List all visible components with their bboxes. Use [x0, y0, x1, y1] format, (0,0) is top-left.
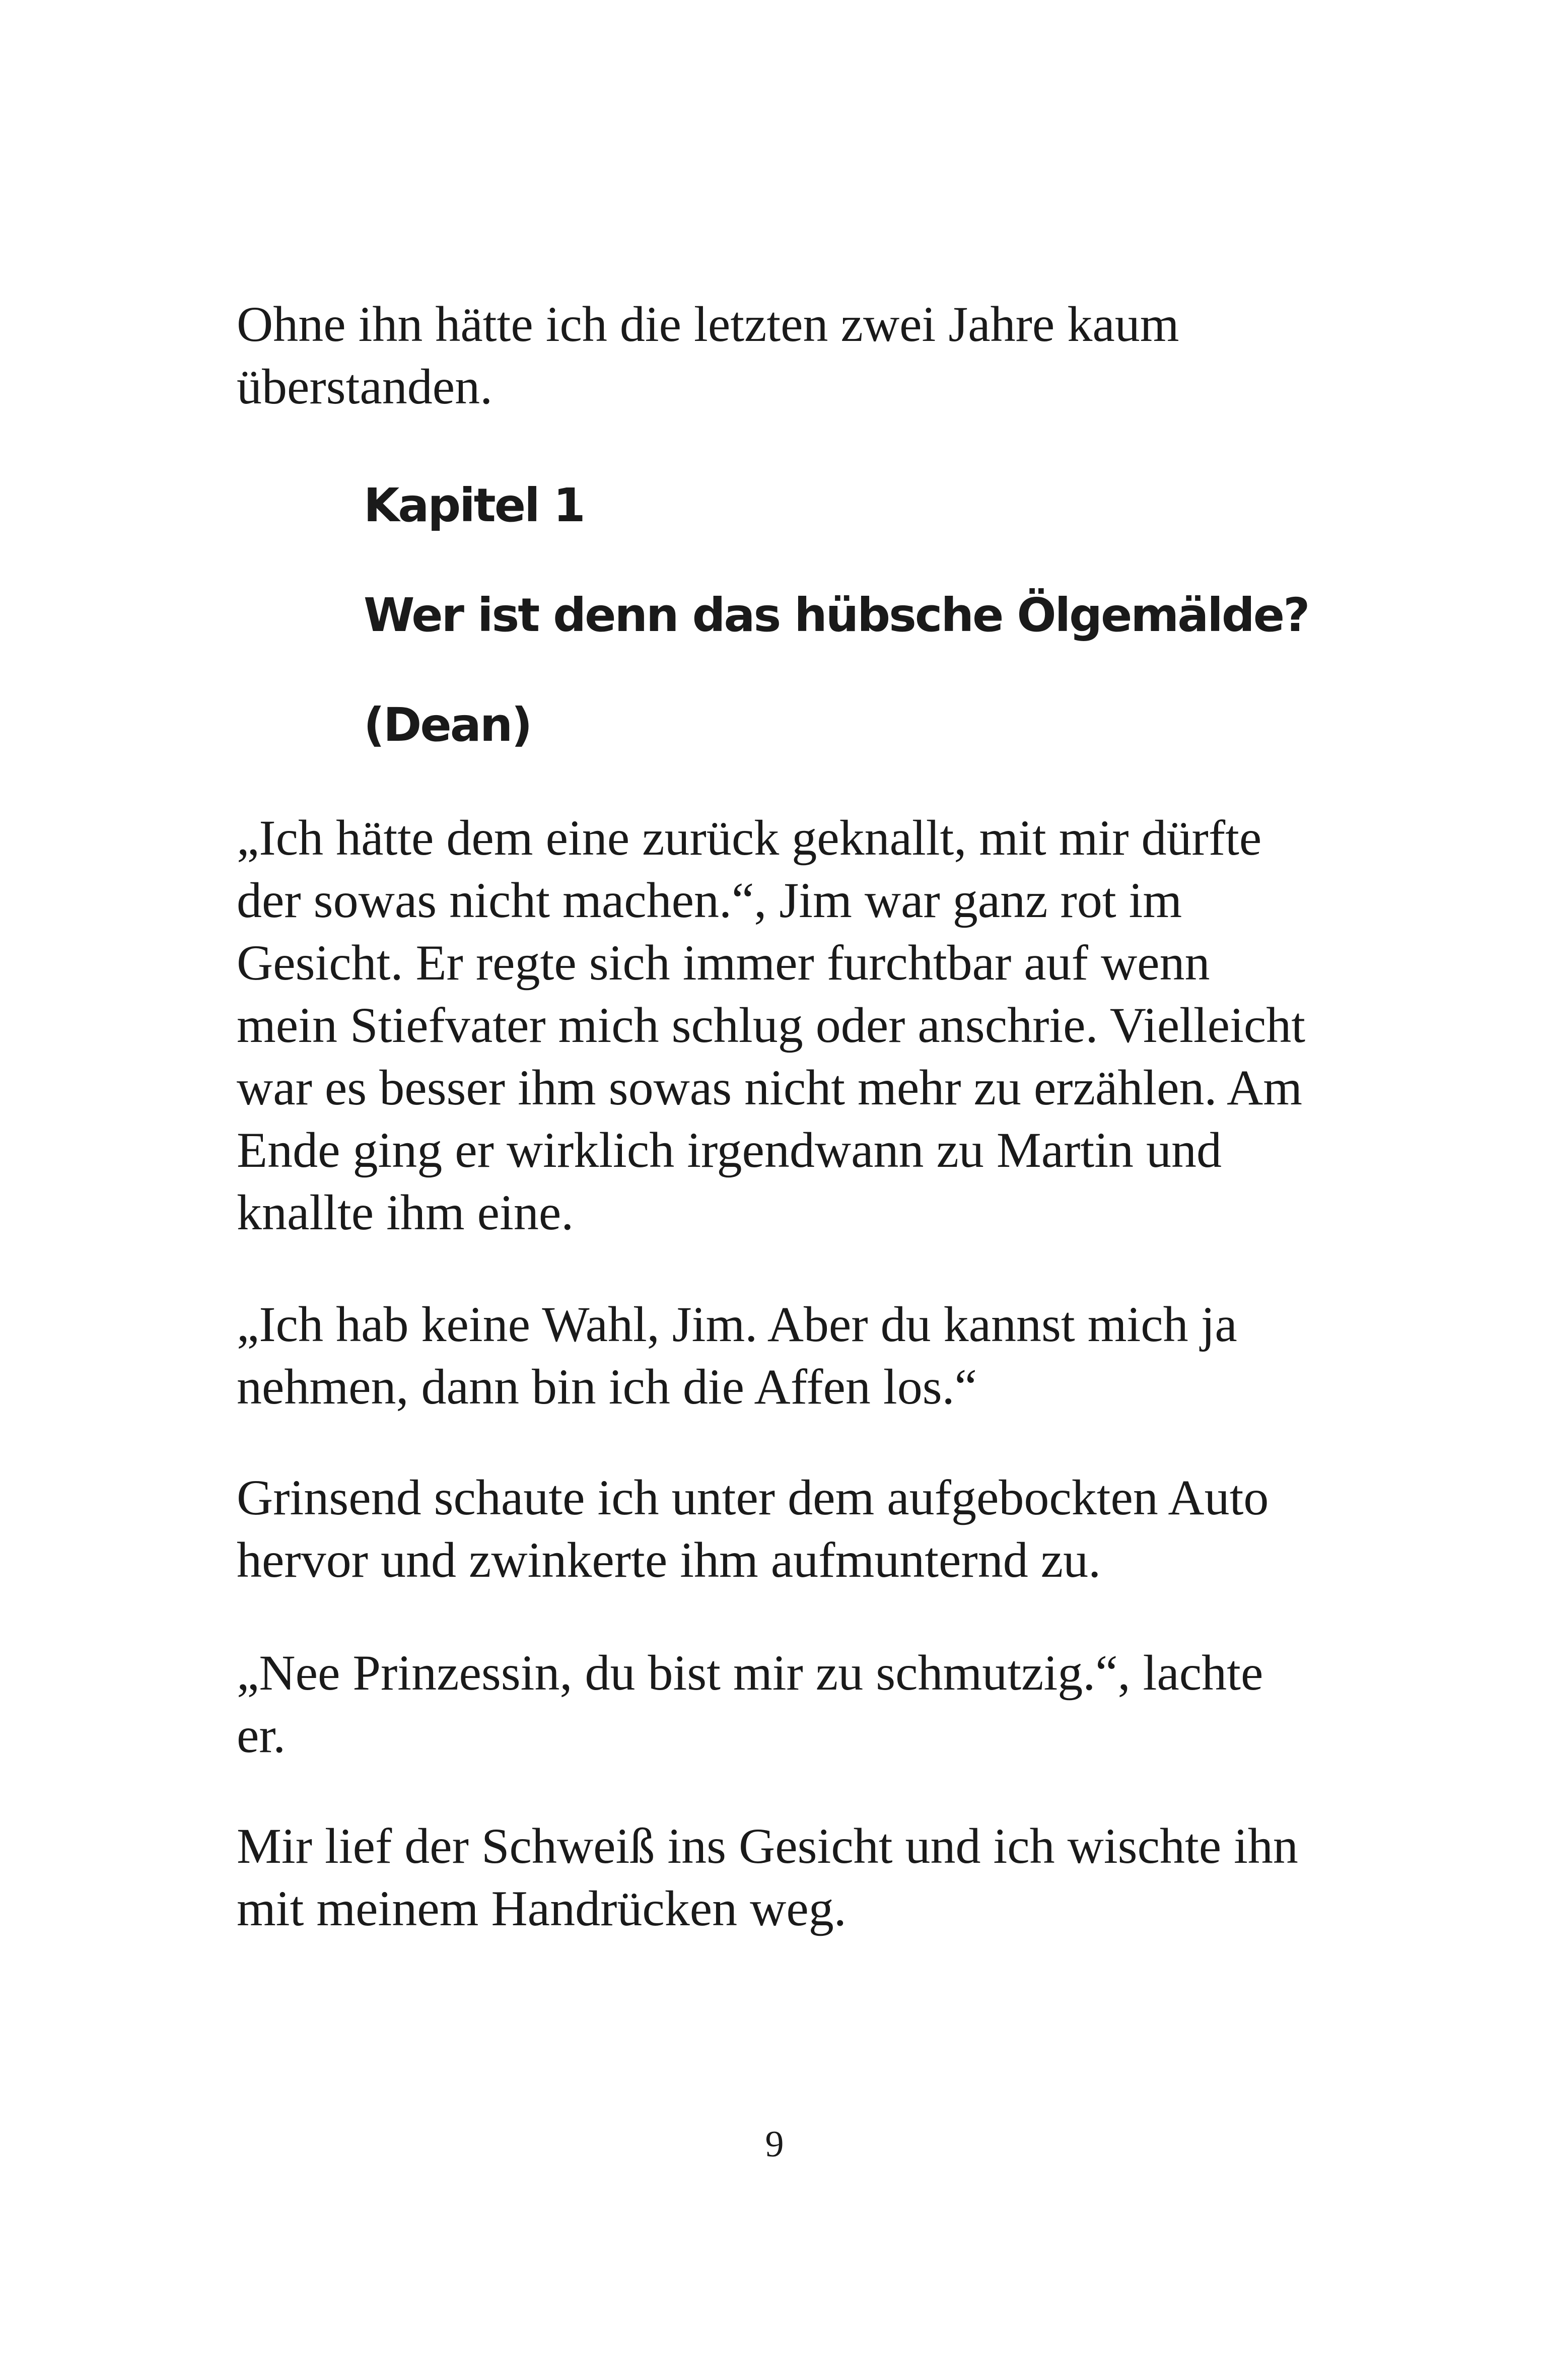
chapter-narrator: (Dean) [364, 698, 531, 752]
chapter-title: Wer ist denn das hübsche Ölgemälde? [364, 588, 1309, 642]
body-paragraph: „Nee Prinzessin, du bist mir zu schmutzig.“, lachte er. [237, 1645, 1263, 1763]
intro-paragraph: Ohne ihn hätte ich die letzten zwei Jahre kaum überstanden. [237, 296, 1179, 414]
body-paragraph: Mir lief der Schweiß ins Gesicht und ich wischte ihn mit meinem Handrücken weg. [237, 1818, 1298, 1936]
chapter-number: Kapitel 1 [364, 478, 584, 532]
page-number: 9 [765, 2124, 784, 2165]
body-paragraph: „Ich hab keine Wahl, Jim. Aber du kannst mich ja nehmen, dann bin ich die Affen los.“ [237, 1296, 1237, 1415]
body-paragraph: „Ich hätte dem eine zurück geknallt, mit mir dürfte der sowas nicht machen.“, Jim war ganz rot im Gesicht. Er regte sich immer furchtbar auf wenn mein Stiefvater mich schlug oder anschrie. Vielleicht war es besser ihm sowas nicht mehr zu erzählen. Am Ende ging er wirklich irgendwann zu Martin und knallte ihm eine. [237, 810, 1306, 1240]
body-paragraph: Grinsend schaute ich unter dem aufgebockten Auto hervor und zwinkerte ihm aufmunternd zu. [237, 1469, 1269, 1588]
